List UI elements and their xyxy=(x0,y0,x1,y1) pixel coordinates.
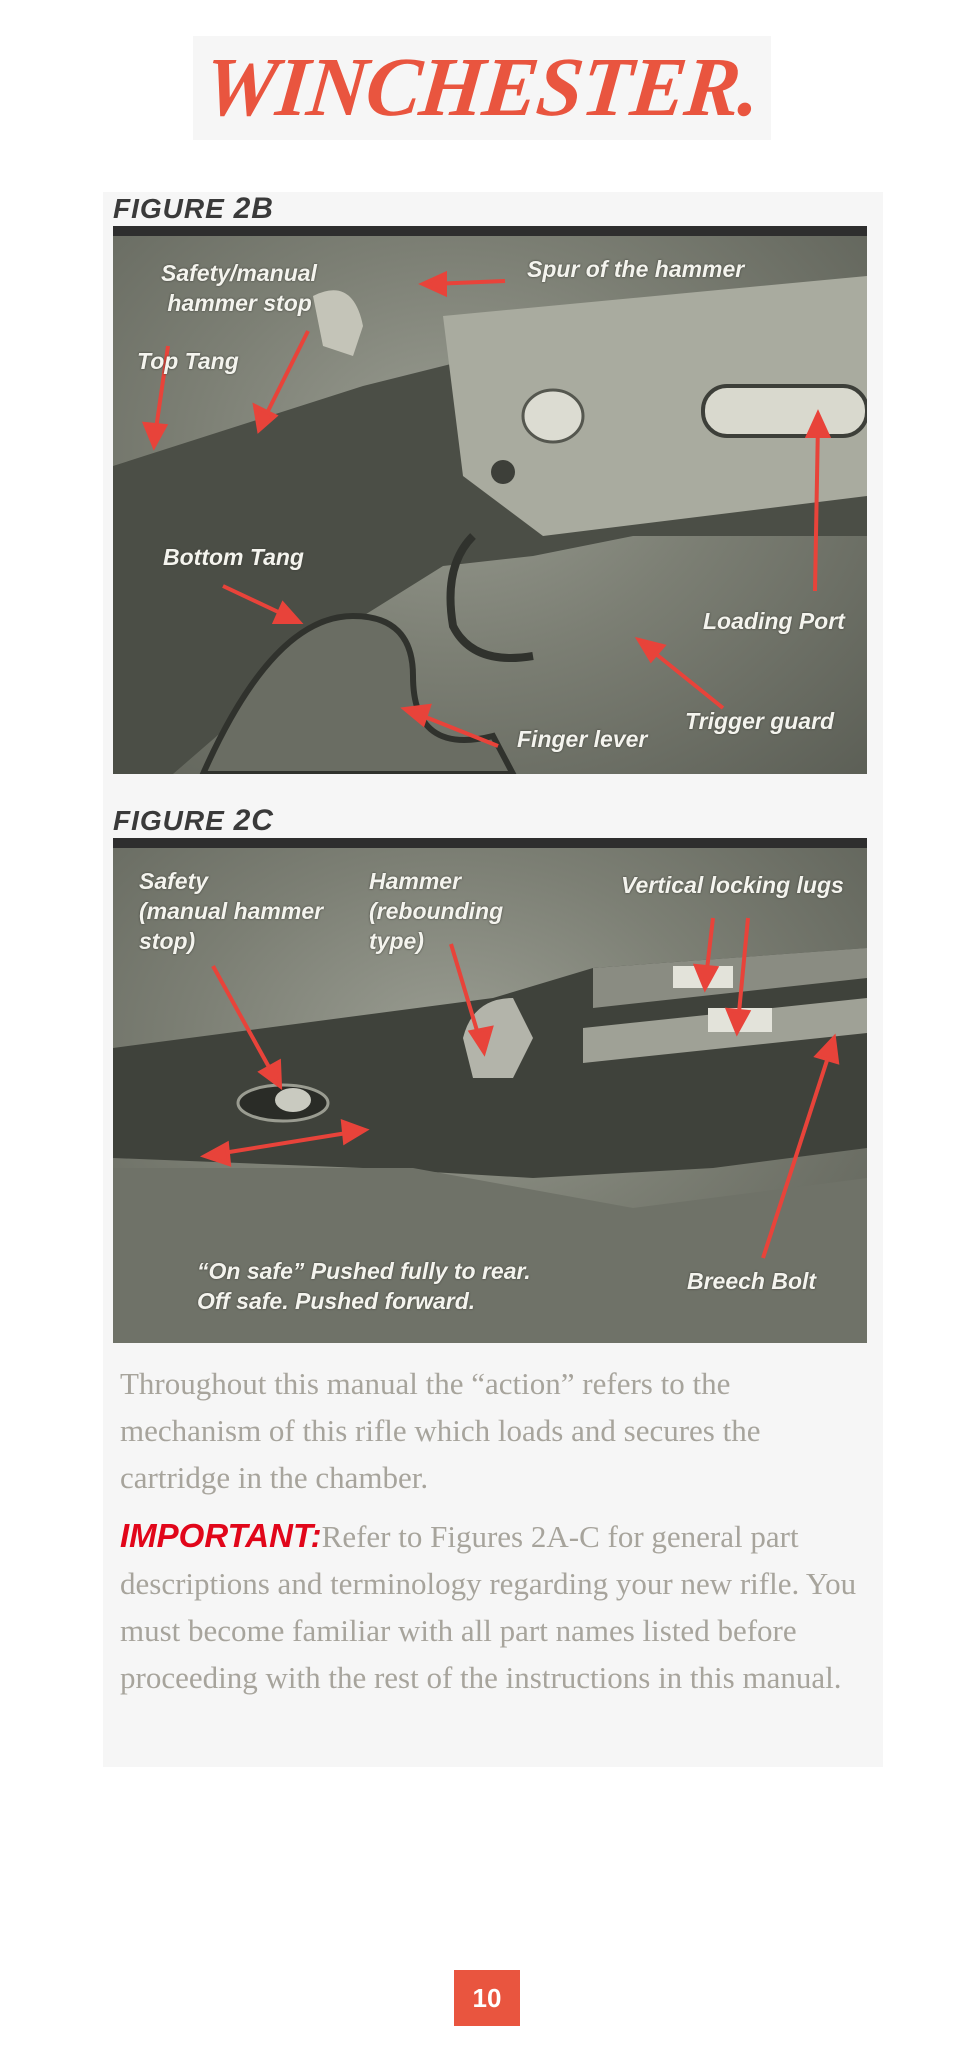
important-text: Refer to Figures 2A-C for general part descriptions and terminology regarding your new rifle. You must become familiar with all part names listed before proceeding with the rest of the instructions in this manual. xyxy=(120,1519,857,1695)
figure-2c-label xyxy=(113,804,274,838)
callout-vertical-locking-lugs: Vertical locking lugs xyxy=(621,872,844,898)
paragraph-action-definition: Throughout this manual the “action” refers to the mechanism of this rifle which loads and secures the cartridge in the chamber. xyxy=(120,1366,761,1495)
callout-top-tang: Top Tang xyxy=(137,348,239,374)
figure-word: FIGURE xyxy=(113,805,225,836)
callout-breech-bolt: Breech Bolt xyxy=(687,1268,817,1294)
figure-2c-photo xyxy=(113,838,867,1343)
loading-port-shape xyxy=(703,386,867,436)
callout-spur-of-hammer: Spur of the hammer xyxy=(527,256,745,282)
callout-on-safe: “On safe” Pushed fully to rear. Off safe. Pushed forward. xyxy=(197,1258,531,1314)
safety-button xyxy=(275,1088,311,1112)
callout-finger-lever: Finger lever xyxy=(517,726,648,752)
callout-safety: Safety (manual hammer stop) xyxy=(139,868,324,954)
figure-2b-label xyxy=(113,192,274,226)
pin xyxy=(491,460,515,484)
callout-trigger-guard: Trigger guard xyxy=(685,708,835,734)
important-label: IMPORTANT: xyxy=(120,1517,322,1554)
arrow-spur-head xyxy=(423,274,445,294)
screw-head xyxy=(523,390,583,442)
page-number: 10 xyxy=(454,1970,520,2026)
callout-safety-hammer-stop: Safety/manual hammer stop xyxy=(161,260,317,316)
callout-loading-port: Loading Port xyxy=(703,608,845,634)
callout-hammer: Hammer (rebounding type) xyxy=(369,868,504,954)
hammer-spur-shape xyxy=(313,290,363,356)
logo-banner xyxy=(193,36,771,140)
figure-number: 2B xyxy=(233,192,274,225)
winchester-logo: WINCHESTER. xyxy=(200,41,764,134)
paragraph-important xyxy=(120,1512,872,1701)
figure-word: FIGURE xyxy=(113,193,225,224)
figure-number: 2C xyxy=(233,804,274,837)
figure-2b-photo xyxy=(113,226,867,774)
callout-bottom-tang: Bottom Tang xyxy=(163,544,304,570)
arrow-top-tang-head xyxy=(145,424,165,446)
